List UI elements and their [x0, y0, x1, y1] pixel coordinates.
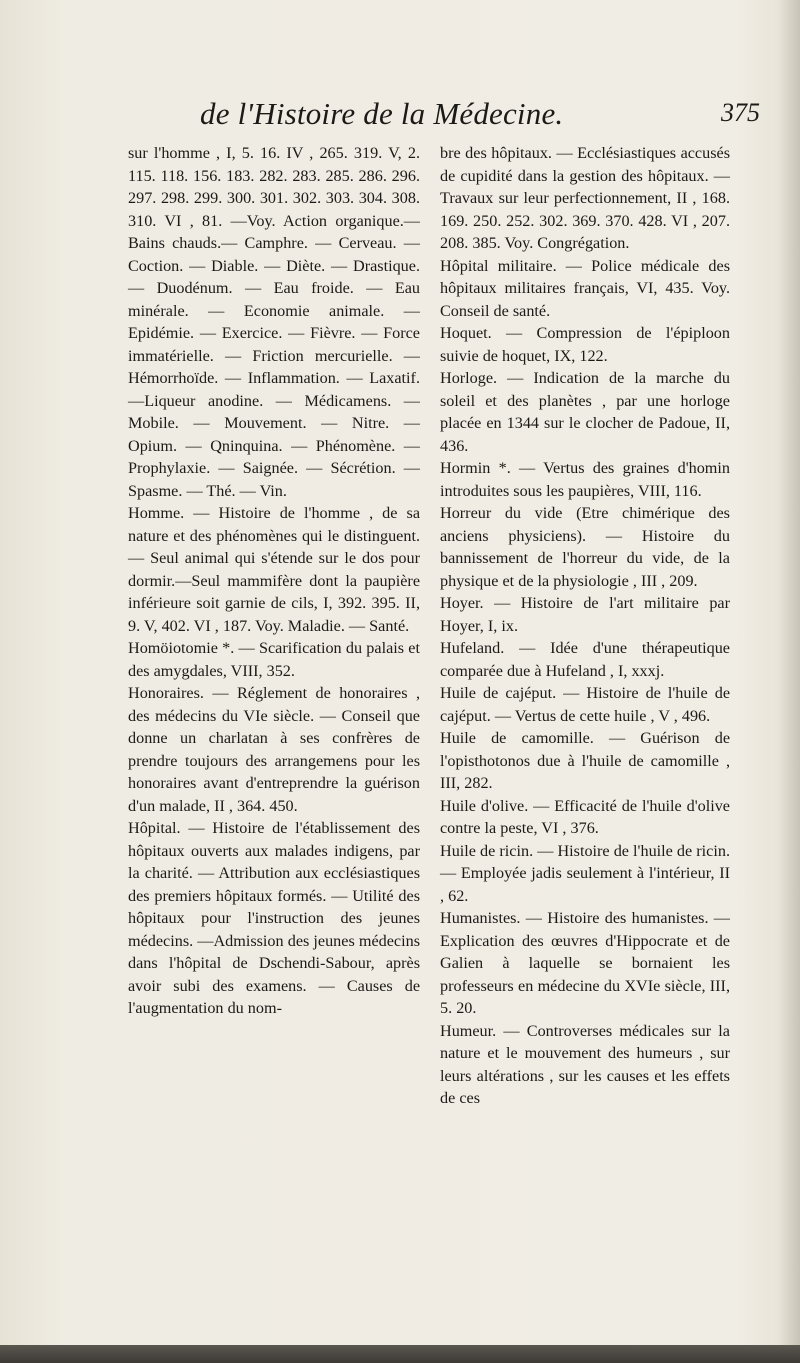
entry-text: Hufeland. — Idée d'une thérapeutique comparée due à Hufeland , I, xxxj.	[440, 639, 730, 680]
entry-text: bre des hôpitaux. — Ecclésiastiques accusés de cupidité dans la gestion des hôpitaux. — Travaux sur leur perfectionnement, II , 168. 169. 250. 252. 302. 369. 370. 428. VI , 207. 208. 385. Voy. Congrégation.	[440, 144, 730, 252]
index-entry	[440, 795, 730, 840]
index-entry	[128, 142, 420, 502]
index-entry	[440, 142, 730, 255]
entry-text: Humanistes. — Histoire des humanistes. — Explication des œuvres d'Hippocrate et de Galien à laquelle se bornaient les professeurs en médecine du XVIe siècle, III, 5. 20.	[440, 909, 730, 1017]
page-number: 375	[721, 98, 760, 127]
index-entry	[128, 637, 420, 682]
index-entry	[440, 457, 730, 502]
index-entry	[128, 682, 420, 817]
index-entry	[440, 1020, 730, 1110]
entry-text: Huile de ricin. — Histoire de l'huile de ricin. — Employée jadis seulement à l'intérieur, II , 62.	[440, 841, 730, 905]
entry-text: Honoraires. — Réglement de honoraires , des médecins du VIe siècle. — Conseil que donne un charlatan à ses confrères de prendre toujours des arrangemens pour les honoraires avant d'entreprendre la guérison d'un malade, II , 364. 450.	[128, 684, 420, 815]
index-entry	[440, 502, 730, 592]
entry-text: Hoyer. — Histoire de l'art militaire par Hoyer, I, ix.	[440, 594, 730, 635]
right-column	[440, 142, 730, 1110]
page-edge-shadow	[778, 0, 800, 1363]
index-entry	[440, 255, 730, 323]
index-entry	[440, 367, 730, 457]
entry-text: Homme. — Histoire de l'homme , de sa nature et des phénomènes qui le distinguent. — Seul animal qui s'étende sur le dos pour dormir.—Seul mammifère dont la paupière inférieure soit garnie de cils, I, 392. 395. II, 9. V, 402. VI , 187. Voy. Maladie. — Santé.	[128, 504, 420, 635]
index-entry	[440, 592, 730, 637]
entry-text: Homöiotomie *. — Scarification du palais et des amygdales, VIII, 352.	[128, 639, 420, 680]
index-entry	[440, 682, 730, 727]
entry-text: Huile de cajéput. — Histoire de l'huile de cajéput. — Vertus de cette huile , V , 496.	[440, 684, 730, 725]
scan-bottom-edge	[0, 1345, 800, 1363]
index-entry	[440, 322, 730, 367]
entry-text: Horreur du vide (Etre chimérique des anciens physiciens). — Histoire du bannissement de l'horreur du vide, de la physique et de la physiologie , III , 209.	[440, 504, 730, 590]
entry-text: Huile de camomille. — Guérison de l'opisthotonos due à l'huile de camomille , III, 282.	[440, 729, 730, 792]
index-entry	[440, 840, 730, 908]
index-entry	[440, 637, 730, 682]
index-entry	[128, 817, 420, 1020]
entry-text: Hôpital militaire. — Police médicale des hôpitaux militaires français, VI, 435. Voy. Conseil de santé.	[440, 256, 730, 320]
entry-text: Hoquet. — Compression de l'épiploon suivie de hoquet, IX, 122.	[440, 324, 730, 365]
entry-text: sur l'homme , I, 5. 16. IV , 265. 319. V, 2. 115. 118. 156. 183. 282. 283. 285. 286. 296. 297. 298. 299. 300. 301. 302. 303. 304. 308. 310. VI , 81. —Voy. Action organique.—Bains chauds.— Camphre. — Cerveau. — Coction. — Diable. — Diète. — Drastique. — Duodénum. — Eau froide. — Eau minérale. — Economie animale. — Epidémie. — Exercice. — Fièvre. — Force immatérielle. — Friction mercurielle. — Hémorrhoïde. — Inflammation. — Laxatif.—Liqueur anodine. — Médicamens. — Mobile. — Mouvement. — Nitre. — Opium. — Qninquina. — Phénomène. — Prophylaxie. — Saignée. — Sécrétion. — Spasme. — Thé. — Vin.	[128, 144, 420, 500]
entry-text: Huile d'olive. — Efficacité de l'huile d'olive contre la peste, VI , 376.	[440, 796, 730, 837]
index-entry	[440, 907, 730, 1020]
entry-text: Hormin *. — Vertus des graines d'homin introduites sous les paupières, VIII, 116.	[440, 459, 730, 500]
index-entry	[128, 502, 420, 637]
running-header	[200, 96, 760, 140]
running-title: de l'Histoire de la Médecine.	[200, 96, 564, 131]
left-column	[128, 142, 420, 1020]
entry-text: Horloge. — Indication de la marche du soleil et des planètes , par une horloge placée en 1344 sur le clocher de Padoue, II, 436.	[440, 369, 730, 455]
entry-text: Hôpital. — Histoire de l'établissement des hôpitaux ouverts aux malades indigens, par la charité. — Attribution aux ecclésiastiques des premiers hôpitaux formés. — Utilité des hôpitaux pour l'instruction des jeunes médecins. —Admission des jeunes médecins dans l'hôpital de Dschendi-Sabour, après avoir subi des examens. — Causes de l'augmentation du nom-	[128, 819, 420, 1017]
entry-text: Humeur. — Controverses médicales sur la nature et le mouvement des humeurs , sur leurs altérations , sur les causes et les effets de ces	[440, 1021, 730, 1107]
index-entry	[440, 727, 730, 795]
